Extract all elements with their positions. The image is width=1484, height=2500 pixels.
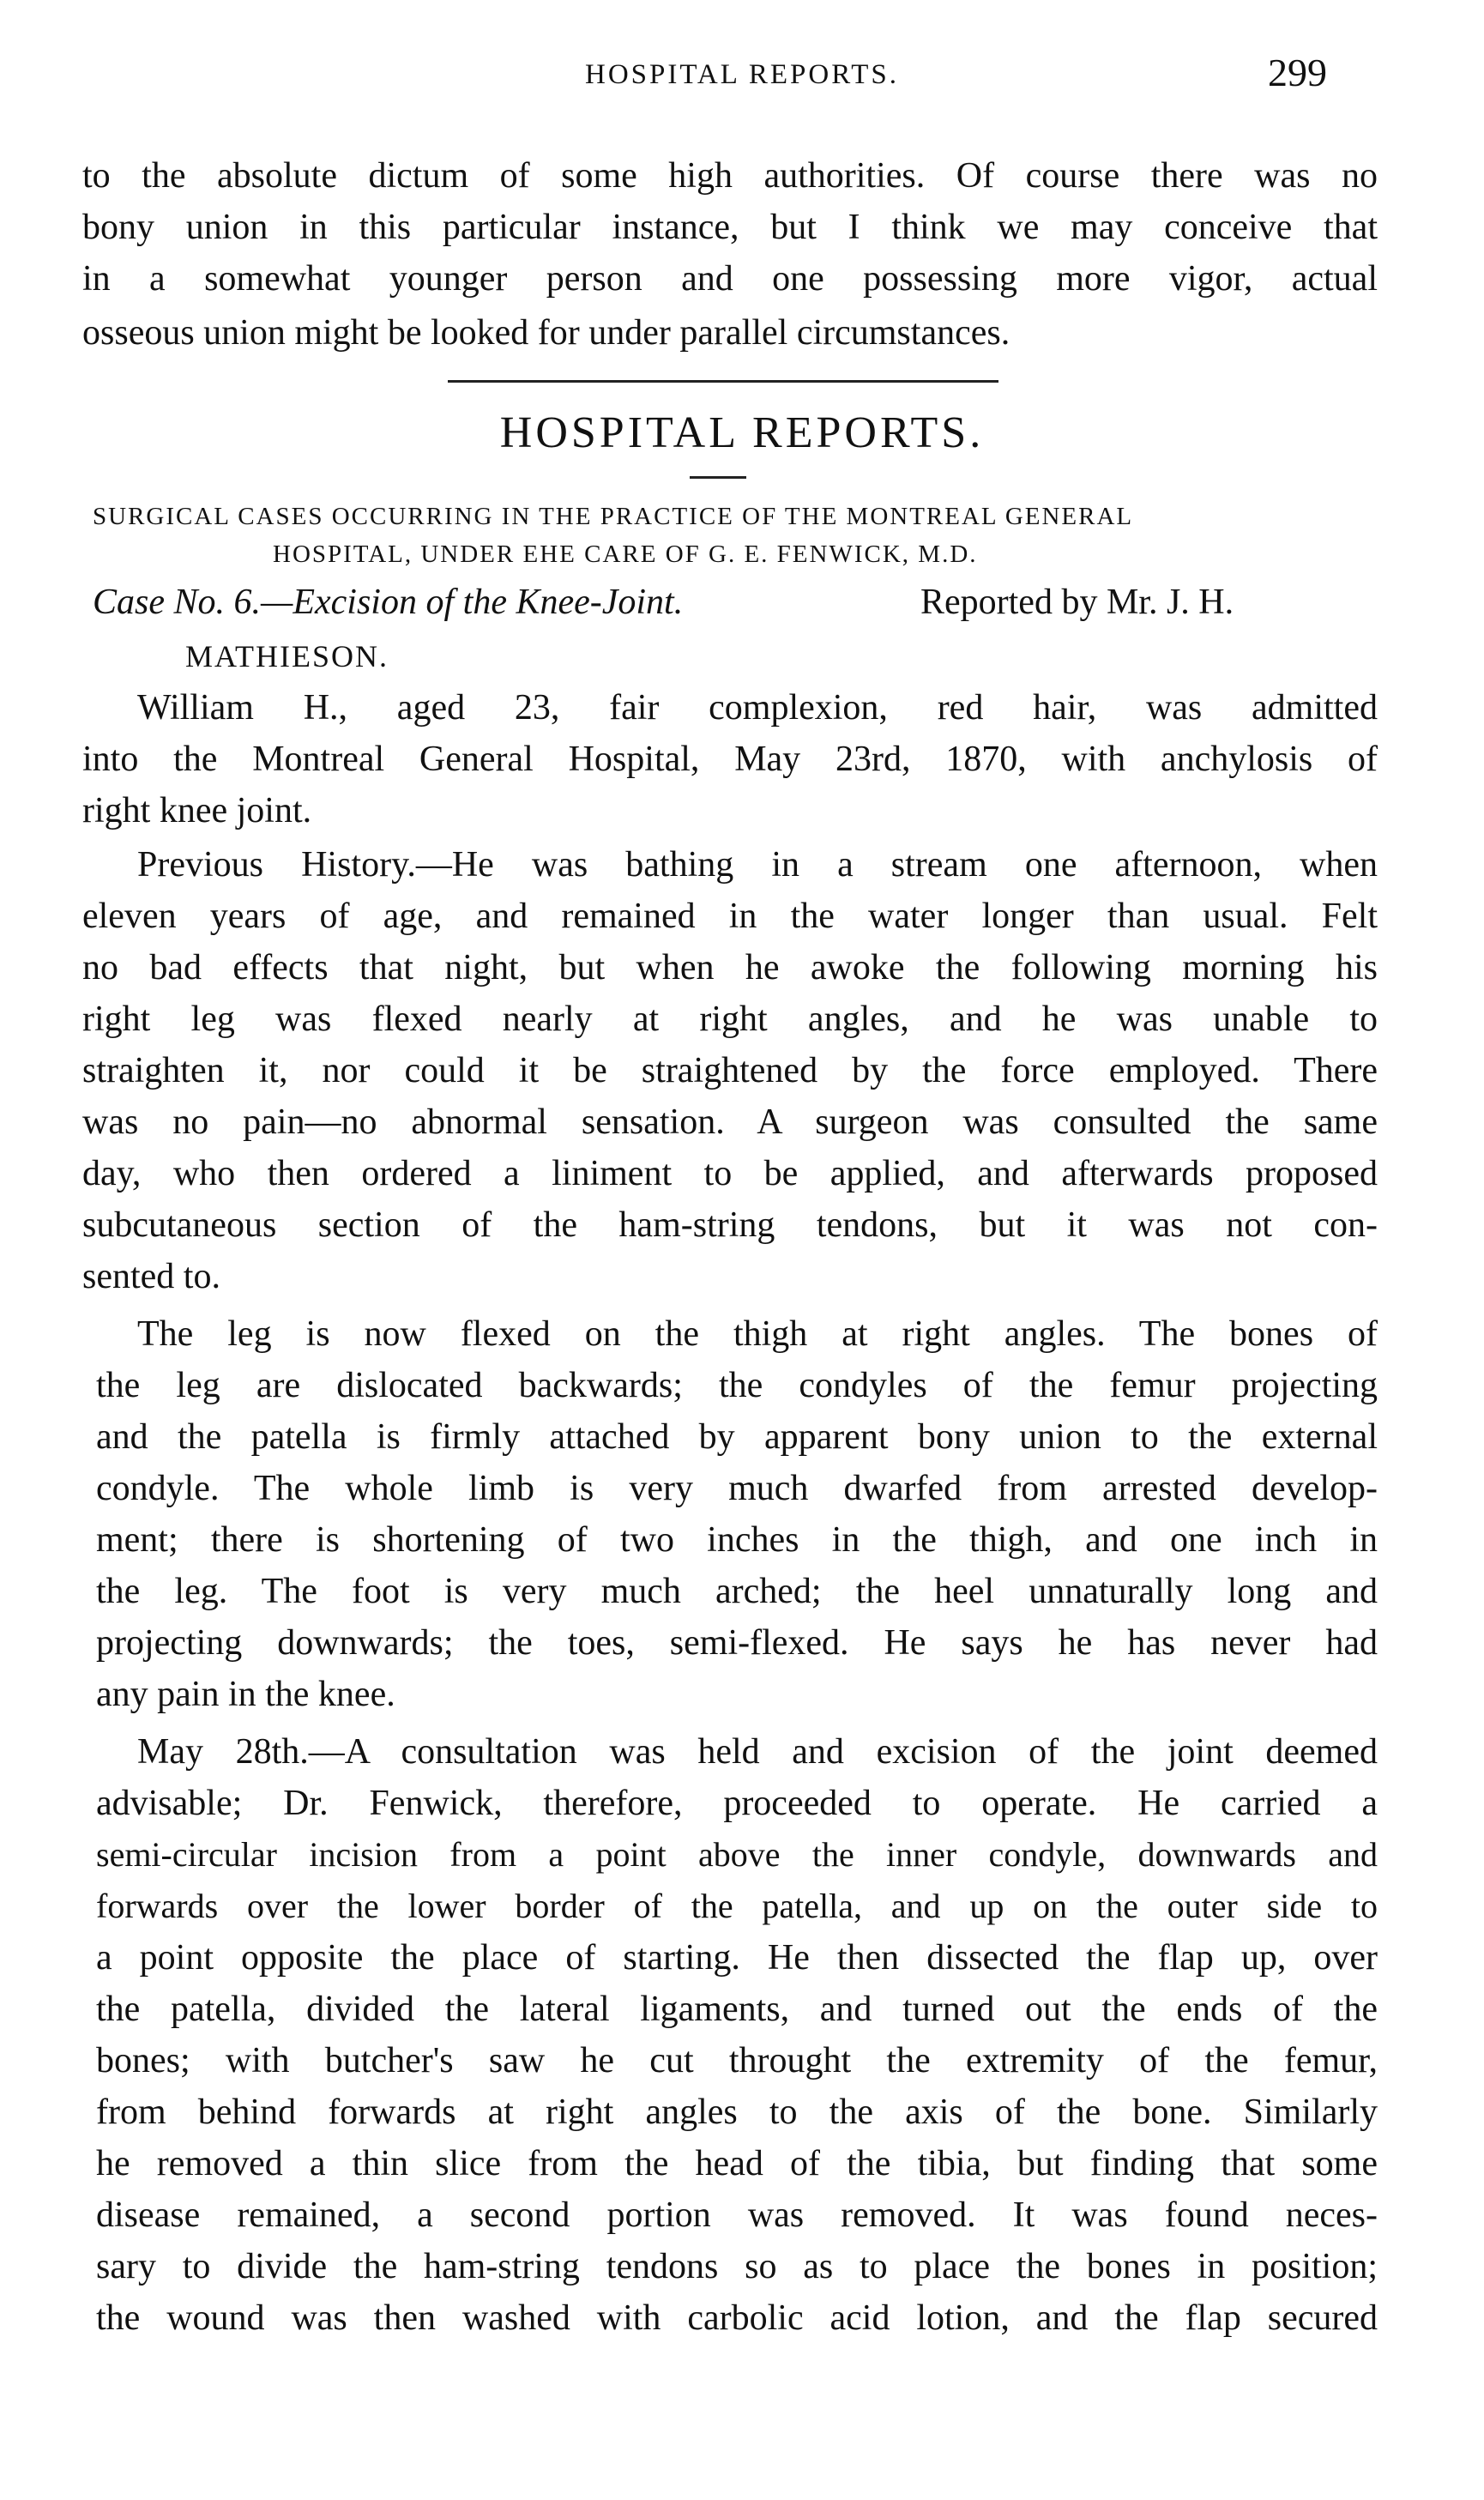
text-line: the wound was then washed with carbolic acid lotion, and the flap secured bbox=[96, 2298, 1378, 2338]
text-line: ment; there is shortening of two inches in the thigh, and one inch in bbox=[96, 1520, 1378, 1560]
text-line: semi-circular incision from a point above the inner condyle, downwards and bbox=[96, 1835, 1378, 1874]
case-label: Case No. 6.—Excision of the Knee-Joint. bbox=[93, 583, 684, 622]
case-heading bbox=[93, 577, 683, 628]
text-line: any pain in the knee. bbox=[96, 1675, 395, 1714]
text-line: bony union in this particular instance, but I think we may conceive that bbox=[82, 208, 1378, 247]
section-title: HOSPITAL REPORTS. bbox=[499, 408, 985, 457]
section-subtitle-continued: HOSPITAL, UNDER EHE CARE OF G. E. FENWICK, M.D. bbox=[273, 540, 978, 568]
text-line: William H., aged 23, fair complexion, red hair, was admitted bbox=[137, 688, 1378, 728]
text-line: from behind forwards at right angles to the axis of the bone. Similarly bbox=[96, 2092, 1378, 2132]
text-line: subcutaneous section of the ham-string tendons, but it was not con- bbox=[82, 1205, 1378, 1245]
text-line: he removed a thin slice from the head of the tibia, but finding that some bbox=[96, 2144, 1378, 2183]
text-line: forwards over the lower border of the patella, and up on the outer side to bbox=[96, 1887, 1378, 1925]
text-line: and the patella is firmly attached by apparent bony union to the external bbox=[96, 1417, 1378, 1457]
text-line: May 28th.—A consultation was held and excision of the joint deemed bbox=[137, 1732, 1378, 1772]
text-line: Previous History.—He was bathing in a stream one afternoon, when bbox=[137, 845, 1378, 885]
running-title: HOSPITAL REPORTS. bbox=[584, 59, 900, 90]
text-line: sented to. bbox=[82, 1257, 220, 1296]
title-rule bbox=[690, 476, 746, 479]
text-line: a point opposite the place of starting. He then dissected the flap up, over bbox=[96, 1938, 1378, 1978]
text-line: disease remained, a second portion was removed. It was found neces- bbox=[96, 2195, 1378, 2235]
section-subtitle: SURGICAL CASES OCCURRING IN THE PRACTICE OF THE MONTREAL GENERAL bbox=[93, 503, 1134, 530]
text-line: into the Montreal General Hospital, May 23rd, 1870, with anchylosis of bbox=[82, 740, 1378, 779]
text-line: osseous union might be looked for under parallel circumstances. bbox=[82, 313, 1010, 353]
text-line: the leg. The foot is very much arched; the heel unnaturally long and bbox=[96, 1572, 1378, 1611]
section-divider bbox=[448, 380, 998, 383]
text-line: eleven years of age, and remained in the water longer than usual. Felt bbox=[82, 897, 1378, 936]
text-line: the leg are dislocated backwards; the condyles of the femur projecting bbox=[96, 1366, 1378, 1405]
text-line: projecting downwards; the toes, semi-flexed. He says he has never had bbox=[96, 1623, 1378, 1663]
text-line: was no pain—no abnormal sensation. A surgeon was consulted the same bbox=[82, 1102, 1378, 1142]
page-number: 299 bbox=[1268, 51, 1327, 94]
case-author: MATHIESON. bbox=[185, 639, 389, 673]
text-line: to the absolute dictum of some high authorities. Of course there was no bbox=[82, 156, 1378, 196]
case-reporter: Reported by Mr. J. H. bbox=[920, 583, 1234, 622]
text-line: The leg is now flexed on the thigh at right angles. The bones of bbox=[137, 1314, 1378, 1354]
text-line: day, who then ordered a liniment to be applied, and afterwards proposed bbox=[82, 1154, 1378, 1193]
text-line: straighten it, nor could it be straightened by the force employed. There bbox=[82, 1051, 1378, 1090]
text-line: advisable; Dr. Fenwick, therefore, proceeded to operate. He carried a bbox=[96, 1784, 1378, 1823]
text-line: condyle. The whole limb is very much dwarfed from arrested develop- bbox=[96, 1469, 1378, 1508]
text-line: in a somewhat younger person and one possessing more vigor, actual bbox=[82, 259, 1378, 299]
text-line: right leg was flexed nearly at right angles, and he was unable to bbox=[82, 999, 1378, 1039]
text-line: right knee joint. bbox=[82, 791, 312, 830]
text-line: the patella, divided the lateral ligaments, and turned out the ends of the bbox=[96, 1990, 1378, 2029]
text-line: sary to divide the ham-string tendons so as to place the bones in position; bbox=[96, 2247, 1378, 2286]
text-line: no bad effects that night, but when he awoke the following morning his bbox=[82, 948, 1378, 987]
text-line: bones; with butcher's saw he cut throught the extremity of the femur, bbox=[96, 2041, 1378, 2080]
